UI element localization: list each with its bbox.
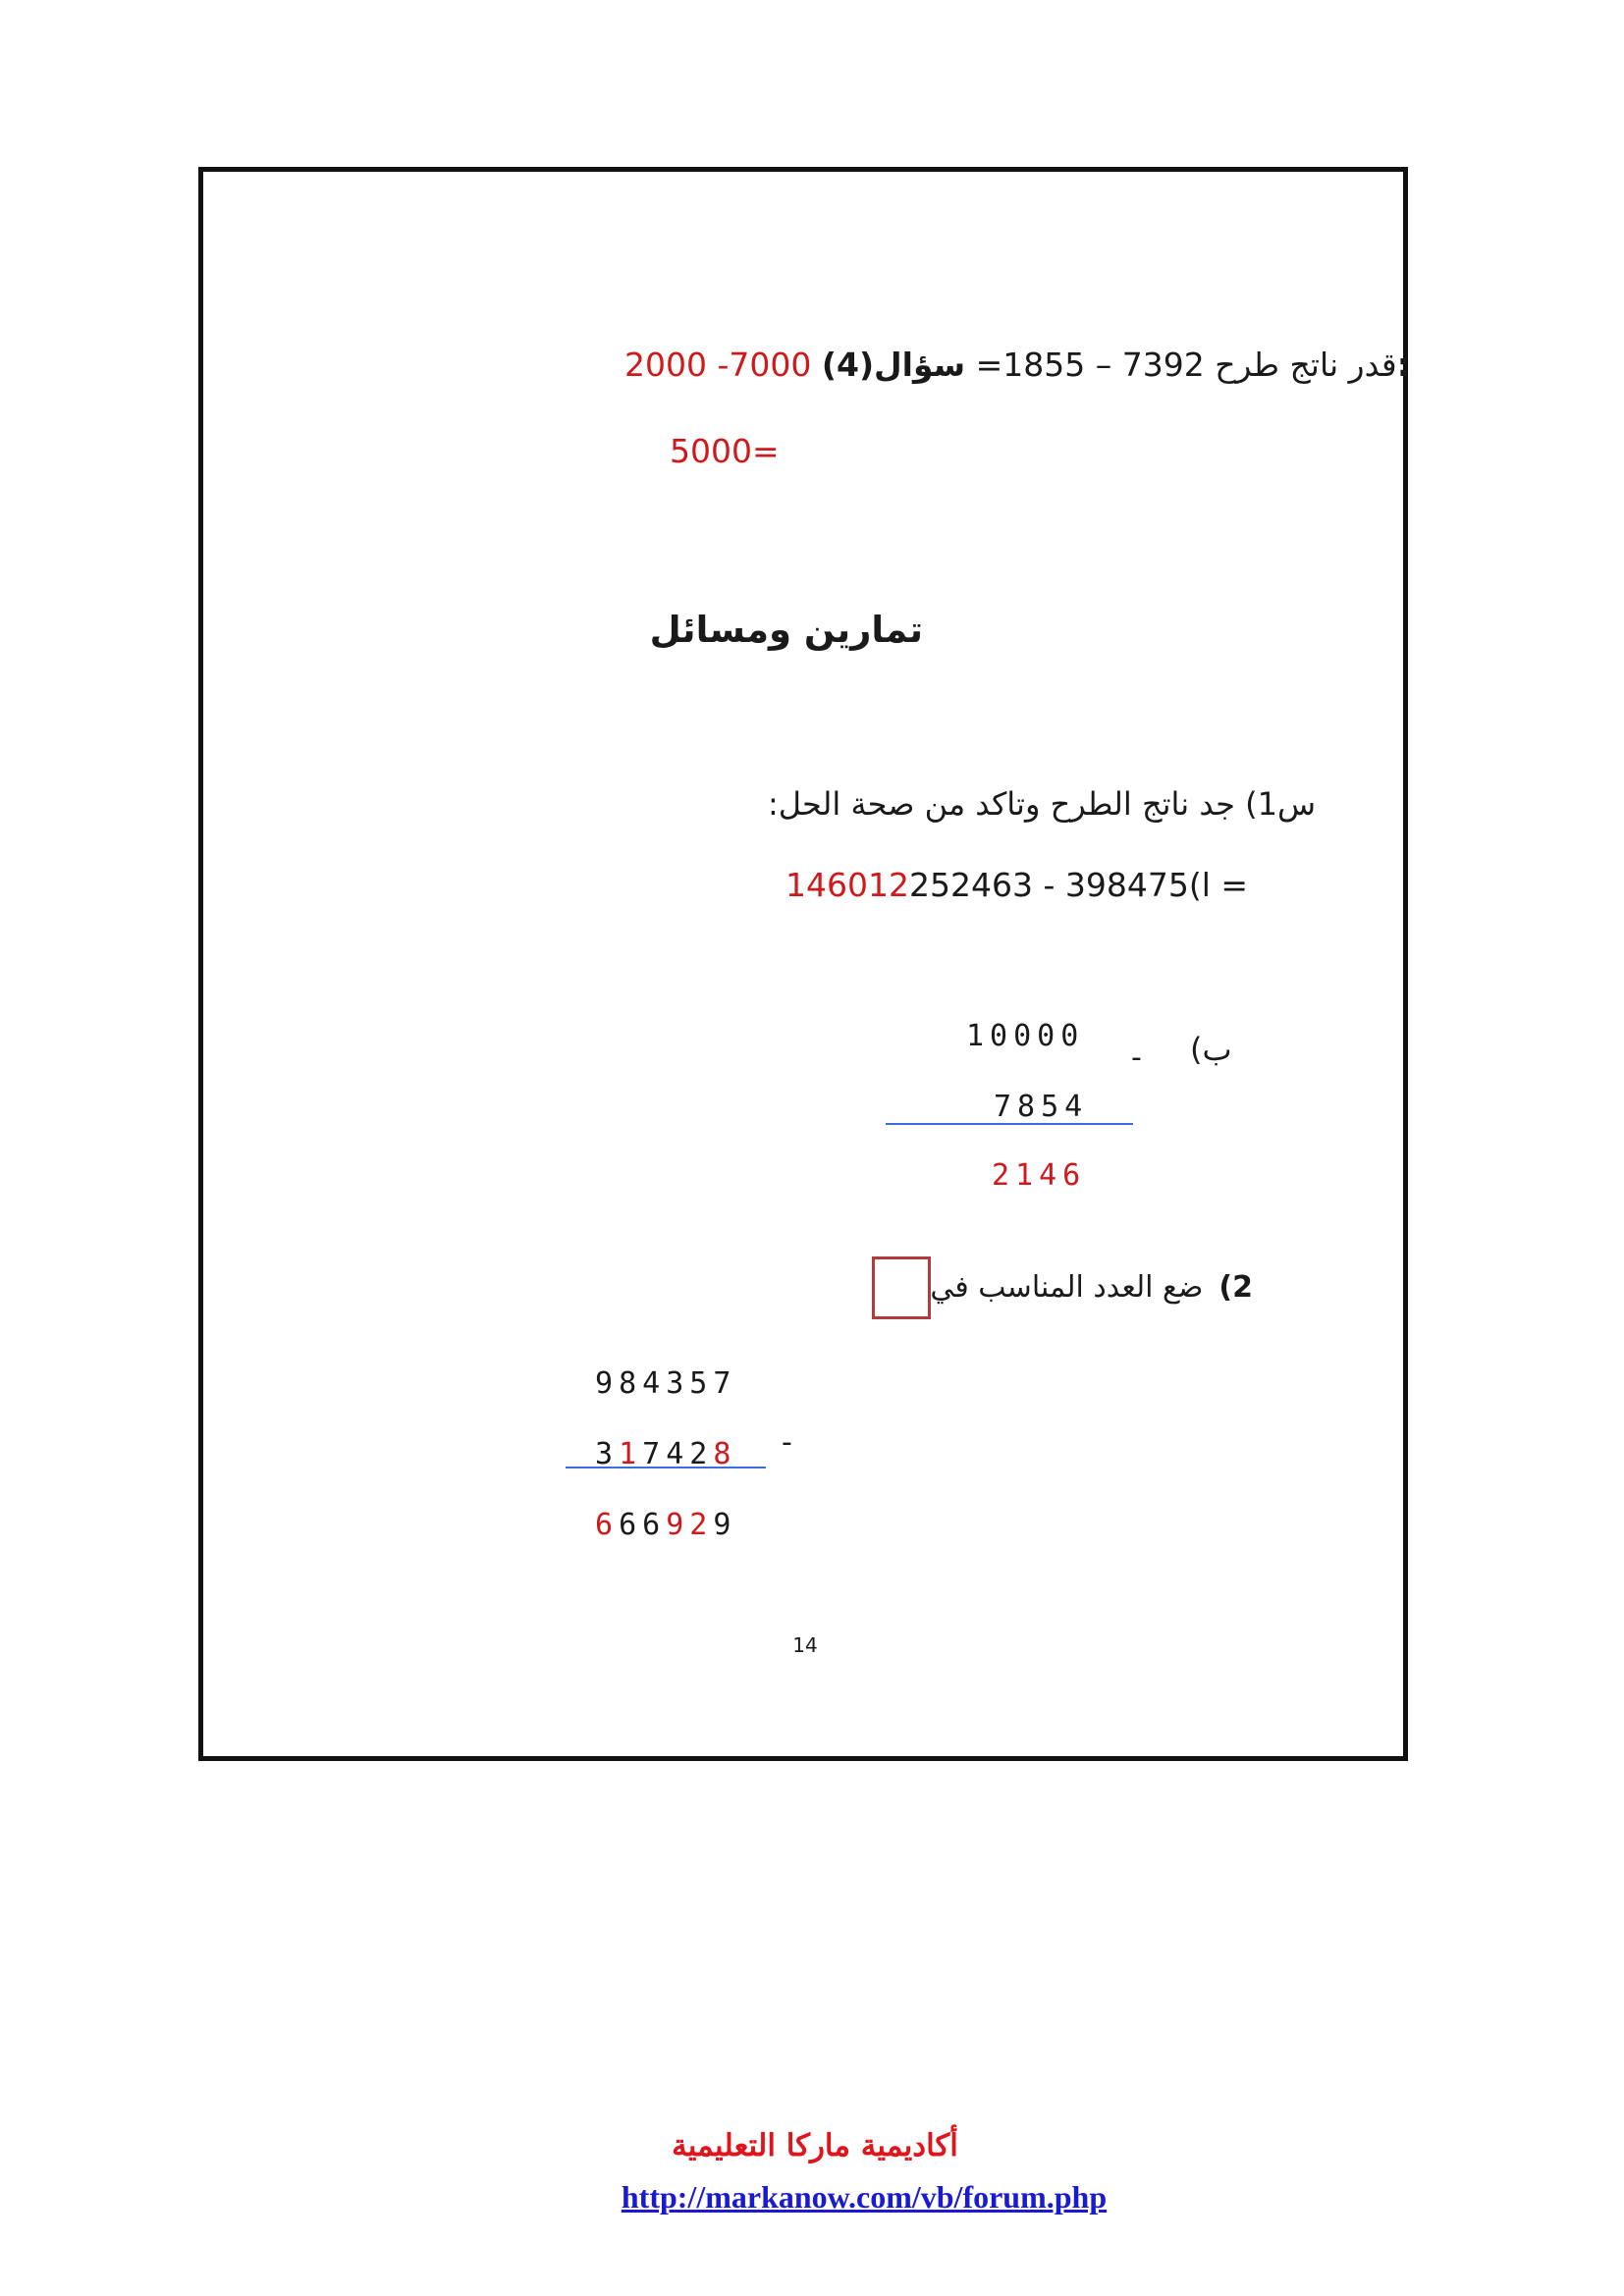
exercise-1-part-a (785, 866, 1249, 904)
exercise-2-result (595, 1508, 736, 1542)
subtrahend-digit: 1 (619, 1437, 643, 1471)
part-b-minus: - (1131, 1041, 1142, 1075)
result-digit: 6 (619, 1508, 643, 1542)
footer-url-link[interactable]: http://markanow.com/vb/forum.php (621, 2179, 1108, 2215)
section-heading: تمارين ومسائل (649, 609, 923, 651)
part-a-answer: 146012 (785, 866, 909, 904)
result-digit: 9 (713, 1508, 737, 1542)
result-digit: 6 (642, 1508, 667, 1542)
minuend-digit: 4 (642, 1366, 667, 1401)
q4-answer: 2000 -7000 (624, 346, 812, 384)
part-a-text: ا)398475 - 252463 = (908, 866, 1249, 904)
answer-box (872, 1256, 931, 1319)
minuend-digit: 7 (713, 1366, 737, 1401)
exercise-2-text: ضع العدد المناسب في (930, 1270, 1204, 1305)
part-b-minuend: 10000 (966, 1019, 1085, 1053)
exercise-2-minus: - (782, 1425, 792, 1460)
result-digit: 9 (666, 1508, 690, 1542)
exercise-2-minuend (595, 1366, 736, 1401)
exercise-2-underline (566, 1467, 766, 1468)
subtrahend-digit: 8 (713, 1437, 737, 1471)
q4-text: قدر ناتج طرح 7392 – 1855= (811, 346, 1397, 384)
part-b-result: 2146 (992, 1158, 1087, 1193)
part-b-underline (886, 1123, 1133, 1125)
part-b-subtrahend: 7854 (994, 1090, 1089, 1124)
minuend-digit: 8 (619, 1366, 643, 1401)
exercise-2-title (930, 1270, 1253, 1305)
exercise-2-number: 2) (1218, 1270, 1253, 1305)
footer-academy-name: أكاديمية ماركا التعليمية (672, 2128, 958, 2163)
page-number: 14 (792, 1633, 818, 1657)
subtrahend-digit: 7 (642, 1437, 667, 1471)
q4-answer-line2: 5000= (670, 432, 780, 470)
minuend-digit: 5 (689, 1366, 714, 1401)
subtrahend-digit: 2 (689, 1437, 714, 1471)
part-b-label: ب) (1190, 1031, 1232, 1068)
question-4 (624, 346, 1410, 384)
q4-prefix: سؤال(4): (821, 346, 1410, 384)
result-digit: 6 (595, 1508, 620, 1542)
exercise-1-title: س1) جد ناتج الطرح وتاكد من صحة الحل: (767, 785, 1316, 823)
page-border (198, 167, 1408, 1761)
minuend-digit: 9 (595, 1366, 620, 1401)
subtrahend-digit: 4 (666, 1437, 690, 1471)
minuend-digit: 3 (666, 1366, 690, 1401)
subtrahend-digit: 3 (595, 1437, 620, 1471)
result-digit: 2 (689, 1508, 714, 1542)
